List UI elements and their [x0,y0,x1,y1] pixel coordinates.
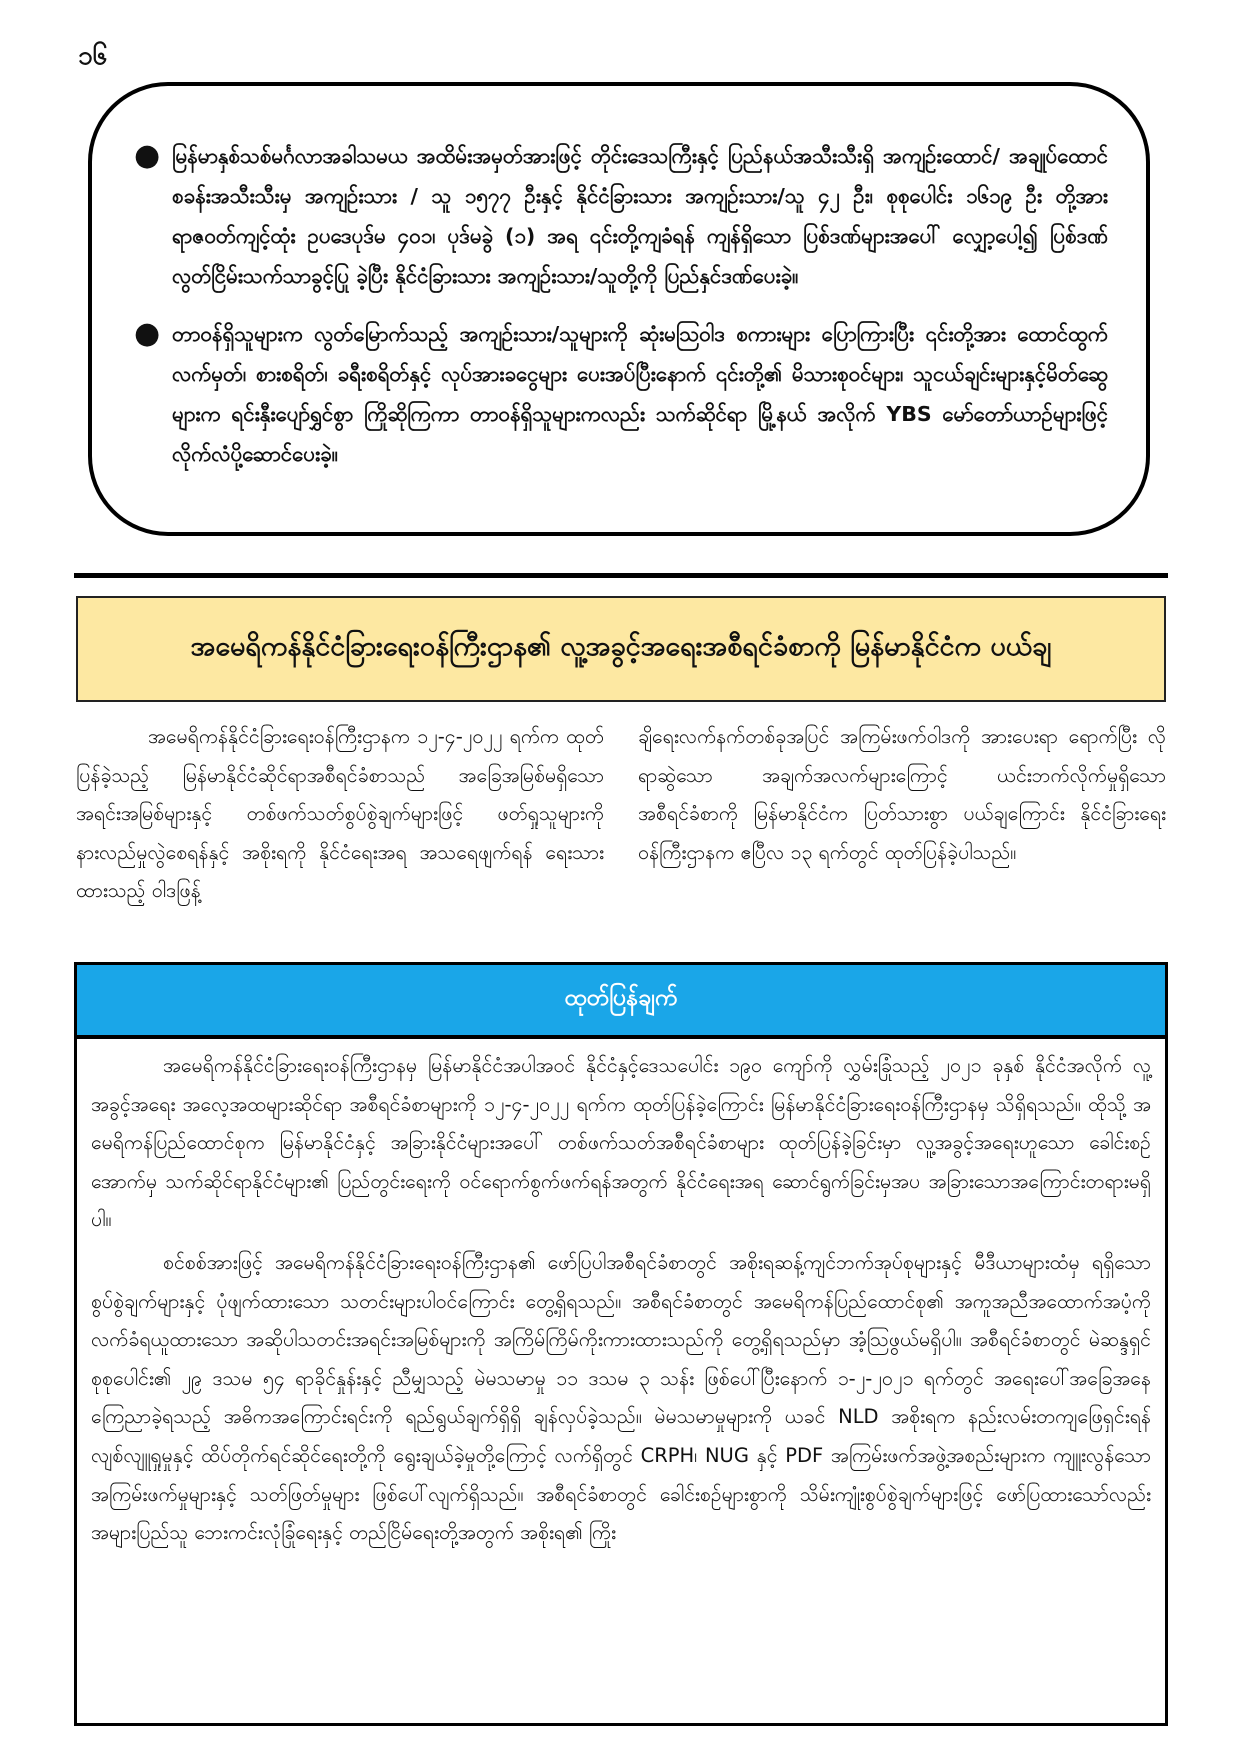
section-divider [74,573,1168,578]
highlight-text: မြန်မာနှစ်သစ်မင်္ဂလာအခါသမယ အထိမ်းအမှတ်အားဖြင့် တိုင်းဒေသကြီးနှင့် ပြည်နယ်အသီးသီးရှိ အကျဉ်းထောင်/ အချုပ်ထောင် စခန်းအသီးသီးမှ အကျဉ်းသား / သူ ၁၅၇၇ ဦးနှင့် နိုင်ငံခြားသား အကျဉ်းသား/သူ ၄၂ ဦး၊ စုစုပေါင်း ၁၆၁၉ ဦး တို့အား ရာဇဝတ်ကျင့်ထုံး ဥပဒေပုဒ်မ ၄၀၁၊ ပုဒ်မခွဲ (၁) အရ ၎င်းတို့ကျခံရန် ကျန်ရှိသော ပြစ်ဒဏ်များအပေါ် လျှော့ပေါ့၍ ပြစ်ဒဏ်လွတ်ငြိမ်းသက်သာခွင့်ပြု ခဲ့ပြီး နိုင်ငံခြားသား အကျဉ်းသား/သူတို့ကို ပြည်နှင်ဒဏ်ပေးခဲ့။ [172,144,1108,288]
bullet-icon: ● [134,316,161,351]
press-release-body [74,1036,1168,1726]
article-columns [76,718,1166,942]
press-release-title: ထုတ်ပြန်ချက် [564,985,678,1011]
article-headline: အမေရိကန်နိုင်ငံခြားရေးဝန်ကြီးဌာန၏ လူ့အခွင့်အရေးအစီရင်ခံစာကို မြန်မာနိုင်ငံက ပယ်ချ [190,631,1052,662]
article-column-right: ချိရေးလက်နက်တစ်ခုအပြင် အကြမ်းဖက်ဝါဒကို အားပေးရာ ရောက်ပြီး လိုရာဆွဲသော အချက်အလက်များကြောင့် ယင်းဘက်လိုက်မှုရှိသော အစီရင်ခံစာကို မြန်မာနိုင်ငံက ပြတ်သားစွာ ပယ်ချကြောင်း နိုင်ငံခြားရေးဝန်ကြီးဌာနက ဧပြီလ ၁၃ ရက်တွင် ထုတ်ပြန်ခဲ့ပါသည်။ [638,725,1166,864]
press-release-paragraph: အမေရိကန်နိုင်ငံခြားရေးဝန်ကြီးဌာနမှ မြန်မာနိုင်ငံအပါအဝင် နိုင်ငံနှင့်ဒေသပေါင်း ၁၉၀ ကျော်ကို လွှမ်းခြုံသည့် ၂၀၂၁ ခုနှစ် နိုင်ငံအလိုက် လူ့အခွင့်အရေး အလေ့အထများဆိုင်ရာ အစီရင်ခံစာများကို ၁၂-၄-၂၀၂၂ ရက်က ထုတ်ပြန်ခဲ့ကြောင်း မြန်မာနိုင်ငံခြားရေးဝန်ကြီးဌာနမှ သိရှိရသည်။ ထိုသို့ အမေရိကန်ပြည်ထောင်စုက မြန်မာနိုင်ငံနှင့် အခြားနိုင်ငံများအပေါ် တစ်ဖက်သတ်အစီရင်ခံစာများ ထုတ်ပြန်ခဲ့ခြင်းမှာ လူ့အခွင့်အရေးဟူသော ခေါင်းစဉ်အောက်မှ သက်ဆိုင်ရာနိုင်ငံများ၏ ပြည်တွင်းရေးကို ဝင်ရောက်စွက်ဖက်ရန်အတွက် နိုင်ငံရေးအရ ဆောင်ရွက်ခြင်းမှအပ အခြားသောအကြောင်းတရားမရှိပါ။ [91,1054,1151,1232]
highlight-bullet-item [134,136,1108,296]
highlight-text: တာဝန်ရှိသူများက လွတ်မြောက်သည့် အကျဉ်းသား/သူများကို ဆုံးမသြဝါဒ စကားများ ပြောကြားပြီး ၎င်းတို့အား ထောင်ထွက်လက်မှတ်၊ စားစရိတ်၊ ခရီးစရိတ်နှင့် လုပ်အားခငွေများ ပေးအပ်ပြီးနောက် ၎င်းတို့၏ မိသားစုဝင်များ၊ သူငယ်ချင်းများနှင့်မိတ်ဆွေများက ရင်းနှီးပျော်ရွှင်စွာ ကြိုဆိုကြကာ တာဝန်ရှိသူများကလည်း သက်ဆိုင်ရာ မြို့နယ် အလိုက် YBS မော်တော်ယာဉ်များဖြင့် လိုက်လံပို့ဆောင်ပေးခဲ့။ [172,322,1108,466]
highlight-bullet-item [134,314,1108,474]
highlights-box [88,82,1150,536]
press-release-paragraph: စင်စစ်အားဖြင့် အမေရိကန်နိုင်ငံခြားရေးဝန်ကြီးဌာန၏ ဖော်ပြပါအစီရင်ခံစာတွင် အစိုးရဆန့်ကျင်ဘက်အုပ်စုများနှင့် မီဒီယာများထံမှ ရရှိသော စွပ်စွဲချက်များနှင့် ပုံဖျက်ထားသော သတင်းများပါဝင်ကြောင်း တွေ့ရှိရသည်။ အစီရင်ခံစာတွင် အမေရိကန်ပြည်ထောင်စု၏ အကူအညီအထောက်အပံ့ကို လက်ခံရယူထားသော အဆိုပါသတင်းအရင်းအမြစ်များကို အကြိမ်ကြိမ်ကိုးကားထားသည်ကို တွေ့ရှိရသည်မှာ အံ့သြဖွယ်မရှိပါ။ အစီရင်ခံစာတွင် မဲဆန္ဒရှင်စုစုပေါင်း၏ ၂၉ ဒသမ ၅၄ ရာခိုင်နှုန်းနှင့် ညီမျှသည့် မဲမသမာမှု ၁၁ ဒသမ ၃ သန်း ဖြစ်ပေါ်ပြီးနောက် ၁-၂-၂၀၂၁ ရက်တွင် အရေးပေါ်အခြေအနေကြေညာခဲ့ရသည့် အဓိကအကြောင်းရင်းကို ရည်ရွယ်ချက်ရှိရှိ ချန်လှပ်ခဲ့သည်။ မဲမသမာမှုများကို ယခင် NLD အစိုးရက နည်းလမ်းတကျဖြေရှင်းရန် လျစ်လျူရှုမှုနှင့် ထိပ်တိုက်ရင်ဆိုင်ရေးတို့ကို ရွေးချယ်ခဲ့မှုတို့ကြောင့် လက်ရှိတွင် CRPH၊ NUG နှင့် PDF အကြမ်းဖက်အဖွဲ့အစည်းများက ကျူးလွန်သောအကြမ်းဖက်မှုများနှင့် သတ်ဖြတ်မှုများ ဖြစ်ပေါ်လျက်ရှိသည်။ အစီရင်ခံစာတွင် ခေါင်းစဉ်များစွာကို သိမ်းကျုံးစွပ်စွဲချက်များဖြင့် ဖော်ပြထားသော်လည်း အများပြည်သူ ဘေးကင်းလုံခြုံရေးနှင့် တည်ငြိမ်ရေးတို့အတွက် အစိုးရ၏ ကြိုး [91,1250,1151,1545]
press-release-banner [74,962,1168,1038]
article-headline-box [76,596,1166,702]
page-number: ၁၆ [78,41,108,71]
article-column-left: အမေရိကန်နိုင်ငံခြားရေးဝန်ကြီးဌာနက ၁၂-၄-၂၀၂၂ ရက်က ထုတ်ပြန်ခဲ့သည့် မြန်မာနိုင်ငံဆိုင်ရာအစီရင်ခံစာသည် အခြေအမြစ်မရှိသော အရင်းအမြစ်များနှင့် တစ်ဖက်သတ်စွပ်စွဲချက်များဖြင့် ဖတ်ရှုသူများကို နားလည်မှုလွဲစေရန်နှင့် အစိုးရကို နိုင်ငံရေးအရ အသရေဖျက်ရန် ရေးသားထားသည့် ဝါဒဖြန့် [76,725,604,902]
bullet-icon: ● [134,138,161,173]
